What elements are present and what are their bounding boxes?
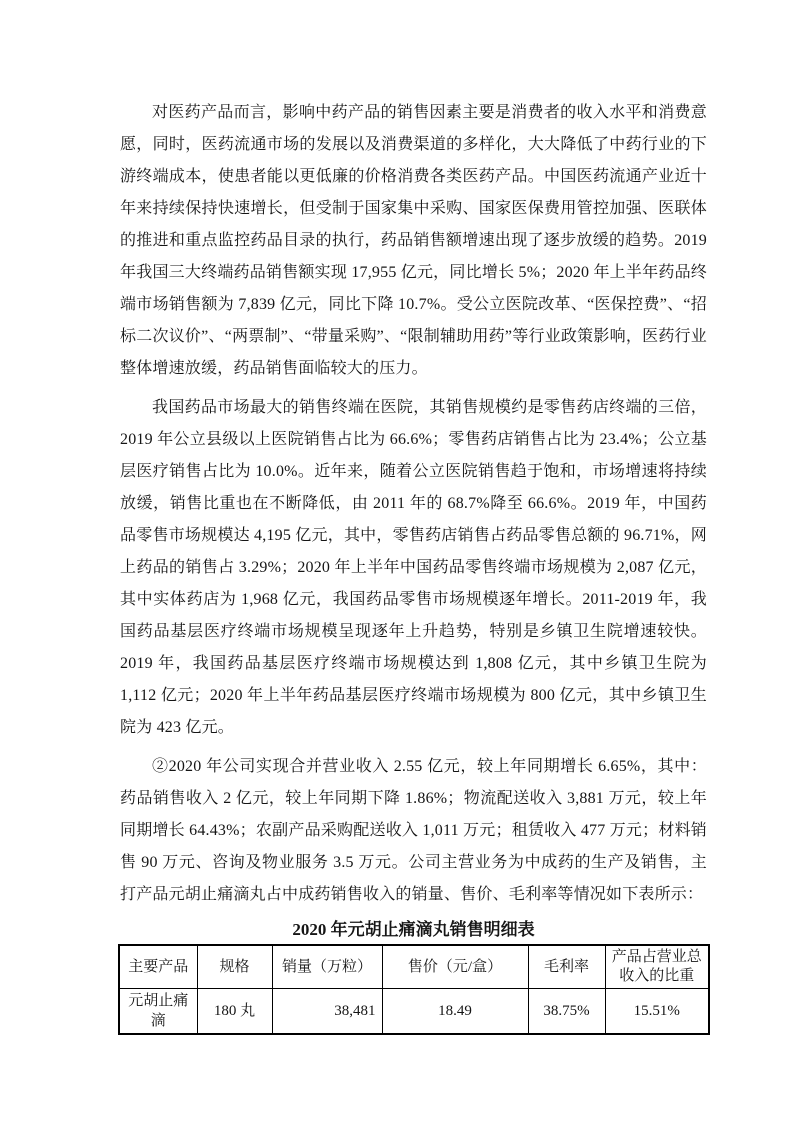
cell-gross-margin: 38.75% (528, 989, 605, 1035)
sales-detail-table (118, 944, 710, 1035)
header-unit-price: 售价（元/盒） (382, 945, 528, 989)
cell-product-name: 元胡止痛滴 (119, 989, 197, 1035)
paragraph-company-revenue: ②2020 年公司实现合并营业收入 2.55 亿元，较上年同期增长 6.65%，其中：药品销售收入 2 亿元，较上年同期下降 1.86%；物流配送收入 3,881 万元，较上年同期增长 64.43%；农副产品采购配送收入 1,011 万元；租赁收入 477 万元；材料销售 90 万元、咨询及物业服务 3.5 万元。公司主营业务为中成药的生产及销售，主打产品元胡止痛滴丸占中成药销售收入的销量、售价、毛利率等情况如下表所示： (120, 758, 707, 903)
paragraph-market-terminals: 我国药品市场最大的销售终端在医院，其销售规模约是零售药店终端的三倍，2019 年公立县级以上医院销售占比为 66.6%；零售药店销售占比为 23.4%；公立基层医疗销售占比为 10.0%。近年来，随着公立医院销售趋于饱和，市场增速将持续放缓，销售比重也在不断降低，由 2011 年的 68.7%降至 66.6%。2019 年，中国药品零售市场规模达 4,195 亿元，其中，零售药店销售占药品零售总额的 96.71%，网上药品的销售占 3.29%；2020 年上半年中国药品零售终端市场规模为 2,087 亿元，其中实体药店为 1,968 亿元，我国药品零售市场规模逐年增长。2011-2019 年，我国药品基层医疗终端市场规模呈现逐年上升趋势，特别是乡镇卫生院增速较快。2019 年，我国药品基层医疗终端市场规模达到 1,808 亿元，其中乡镇卫生院为 1,112 亿元；2020 年上半年药品基层医疗终端市场规模为 800 亿元，其中乡镇卫生院为 423 亿元。 (120, 399, 707, 736)
cell-revenue-share: 15.51% (605, 989, 709, 1035)
header-gross-margin: 毛利率 (528, 945, 605, 989)
paragraph-industry-overview: 对医药产品而言，影响中药产品的销售因素主要是消费者的收入水平和消费意愿，同时，医药流通市场的发展以及消费渠道的多样化，大大降低了中药行业的下游终端成本，使患者能以更低廉的价格消费各类医药产品。中国医药流通产业近十年来持续保持快速增长，但受制于国家集中采购、国家医保费用管控加强、医联体的推进和重点监控药品目录的执行，药品销售额增速出现了逐步放缓的趋势。2019 年我国三大终端药品销售额实现 17,955 亿元，同比增长 5%；2020 年上半年药品终端市场销售额为 7,839 亿元，同比下降 10.7%。受公立医院改革、“医保控费”、“招标二次议价”、“两票制”、“带量采购”、“限制辅助用药”等行业政策影响，医药行业整体增速放缓，药品销售面临较大的压力。 (120, 104, 707, 377)
table-header-row (119, 945, 709, 989)
header-main-product: 主要产品 (119, 945, 197, 989)
header-revenue-share: 产品占营业总收入的比重 (605, 945, 709, 989)
document-content (120, 97, 707, 1035)
cell-sales-volume: 38,481 (272, 989, 382, 1035)
table-title: 2020 年元胡止痛滴丸销售明细表 (292, 920, 535, 939)
cell-unit-price: 18.49 (382, 989, 528, 1035)
table-row (119, 989, 709, 1035)
header-sales-volume: 销量（万粒） (272, 945, 382, 989)
cell-specification: 180 丸 (197, 989, 272, 1035)
header-specification: 规格 (197, 945, 272, 989)
